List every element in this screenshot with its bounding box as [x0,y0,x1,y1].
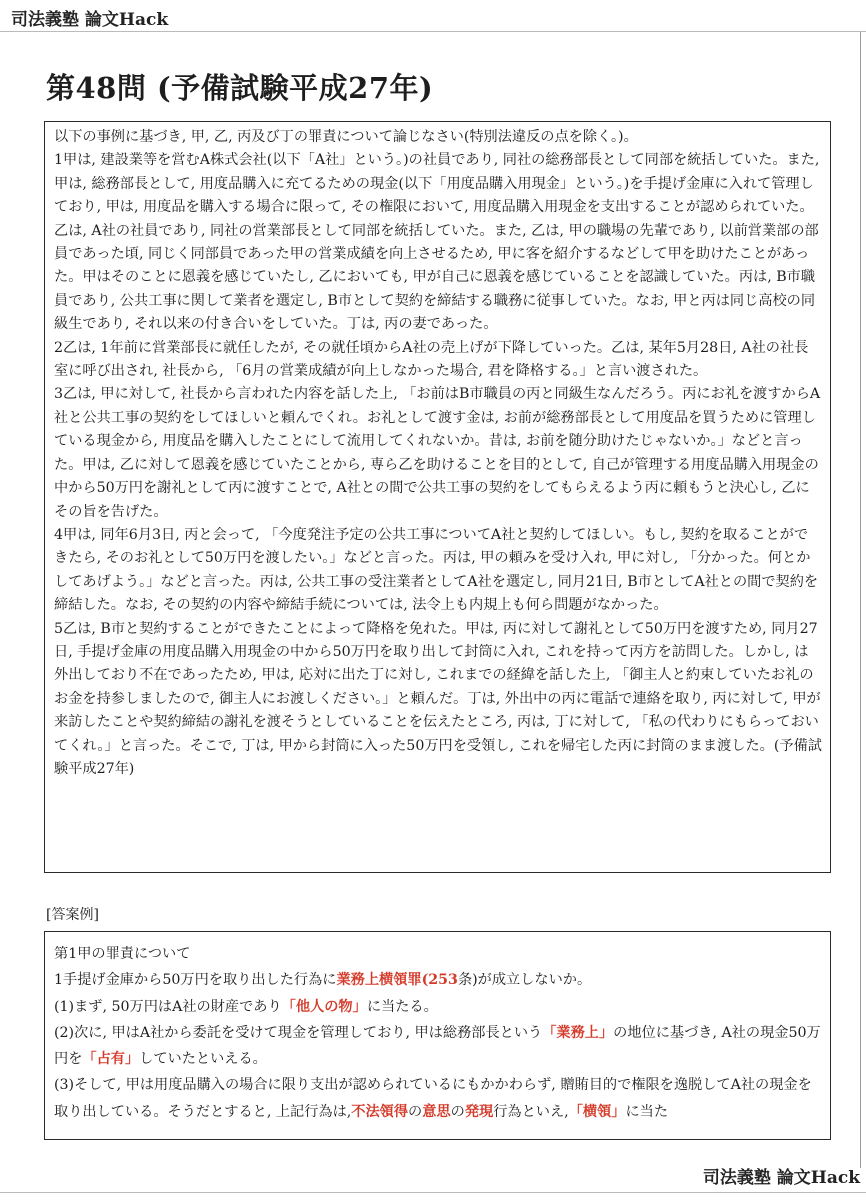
answer-text: (1)まず, 50万円はA社の財産であり [54,998,282,1015]
footer-divider [0,1192,866,1193]
answer-text: 1手提げ金庫から50万円を取り出した行為に [54,972,337,989]
keyword-highlight: 不法領得 [351,1103,409,1120]
problem-paragraph: 2乙は, 1年前に営業部長に就任したが, その就任頃からA社の売上げが下降していった。乙は, 某年5月28日, A社の社長室に呼び出され, 社長から, 「6月の営業成績が向上しなかった場合, 君を降格する。」と言い渡された。 [54,339,809,380]
answer-text: 条)が成立しないか。 [457,972,592,989]
answer-text: の [408,1103,423,1120]
problem-paragraph: 1甲は, 建設業等を営むA株式会社(以下「A社」という。)の社員であり, 同社の総務部長として同部を統括していた。また, 甲は, 総務部長として, 用度品購入に充てるための現金(以下「用度品購入用現金」という。)を手提げ金庫に入れて管理しており, 甲は, 用度品を購入する場合に限って, その権限において, 用度品購入用現金を支出することが認められていた。乙は, A社の社員であり, 同社の営業部長として同部を統括していた。また, 乙は, 甲の職場の先輩であり, 以前営業部の部員であった頃, 同じく同部員であった甲の営業成績を向上させるため, 甲に客を紹介するなどして甲を助けたことがあった。甲はそのことに恩義を感じていたし, 乙においても, 甲が自己に恩義を感じていることを認識していた。丙は, B市職員であり, 公共工事に関して業者を選定し, B市として契約を締結する職務に従事していた。なお, 甲と丙は同じ高校の同級生であり, それ以来の付き合いをしていた。丁は, 丙の妻であった。 [54,152,820,333]
answer-text: (2)次に, 甲はA社から委託を受けて現金を管理しており, 甲は総務部長という [54,1024,543,1041]
answer-text: の [450,1103,465,1120]
answer-text: 行為といえ, [493,1103,569,1120]
answer-text: に当たる。 [366,998,438,1015]
keyword-highlight: 「他人の物」 [281,998,367,1015]
site-header [0,0,866,32]
problem-text-box [44,121,831,873]
keyword-highlight: 業務上横領罪(253 [336,972,458,989]
keyword-highlight: 「横領」 [568,1103,626,1120]
answer-text: に当た [625,1103,669,1120]
answer-label: [答案例] [46,907,99,923]
answer-text: していたといえる。 [139,1051,267,1068]
answer-line [54,994,822,1020]
answer-text-box [44,931,831,1140]
problem-paragraph: 以下の事例に基づき, 甲, 乙, 丙及び丁の罪責について論じなさい(特別法違反の点を除く。)。 [54,129,638,145]
keyword-highlight: 意思 [422,1103,451,1120]
answer-text: (3)そして, 甲は用度品購入の場合に限り支出が認められているにもかかわらず, 贈賄目的で権限を逸脱してA社の現金を取り出している。そうだとすると, 上記行為は, [54,1077,812,1120]
keyword-highlight: 「占有」 [82,1051,140,1068]
problem-paragraph: 5乙は, B市と契約することができたことによって降格を免れた。甲は, 丙に対して謝礼として50万円を渡すため, 同月27日, 手提げ金庫の用度品購入用現金の中から50万円を取り出して封筒に入れ, これを持って丙方を訪問した。しかし, は外出しており不在であったため, 甲は, 応対に出た丁に対し, これまでの経緯を話した上, 「御主人と約束していたお礼のお金を持参しましたので, 御主人にお渡しください。」と頼んだ。丁は, 外出中の丙に電話で連絡を取り, 丙に対して, 甲が来訪したことや契約締結の謝礼を渡そうとしていることを伝えたところ, 丙は, 丁に対して, 「私の代わりにもらっておいてくれ。」と言った。そこで, 丁は, 甲から封筒に入った50万円を受領し, これを帰宅した丙に封筒のまま渡した。(予備試験平成27年) [54,620,822,777]
keyword-highlight: 発現 [464,1103,494,1120]
page-right-divider [860,32,861,1168]
answer-line [54,1020,822,1073]
site-brand: 司法義塾 論文Hack [11,10,169,30]
problem-paragraph: 3乙は, 甲に対して, 社長から言われた内容を話した上, 「お前はB市職員の丙と同級生なんだろう。丙にお礼を渡すからA社と公共工事の契約をしてほしいと頼んでくれ。お礼として渡す金は, お前が総務部長として用度品を買うために管理している現金から, 用度品を購入したことにして流用してくれないか。昔は, お前を随分助けたじゃないか。」などと言った。甲は, 乙に対して恩義を感じていたことから, 専ら乙を助けることを目的として, 自己が管理する用度品購入用現金の中から50万円を謝礼として丙に渡すことで, A社との間で公共工事の契約をしてもらえるよう丙に頼もうと決心し, 乙にその旨を告げた。 [54,386,821,520]
problem-paragraph: 4甲は, 同年6月3日, 丙と会って, 「今度発注予定の公共工事についてA社と契約してほしい。もし, 契約を取ることができたら, そのお礼として50万円を渡したい。」などと言った。丙は, 甲の頼みを受け入れ, 甲に対し, 「分かった。何とかしてあげよう。」などと言った。丙は, 公共工事の受注業者としてA社を選定し, 同月21日, B市としてA社との間で契約を締結した。なお, その契約の内容や締結手続については, 法令上も内規上も何ら問題がなかった。 [54,526,819,614]
answer-heading: 第1甲の罪責について [54,946,191,962]
answer-line [54,967,822,993]
footer-brand: 司法義塾 論文Hack [702,1168,860,1188]
answer-text: の地位に基づき, A社の現金50万円を [54,1024,821,1068]
answer-line [54,1072,822,1125]
page-title: 第48問 (予備試験平成27年) [46,71,434,105]
keyword-highlight: 「業務上」 [542,1024,614,1041]
